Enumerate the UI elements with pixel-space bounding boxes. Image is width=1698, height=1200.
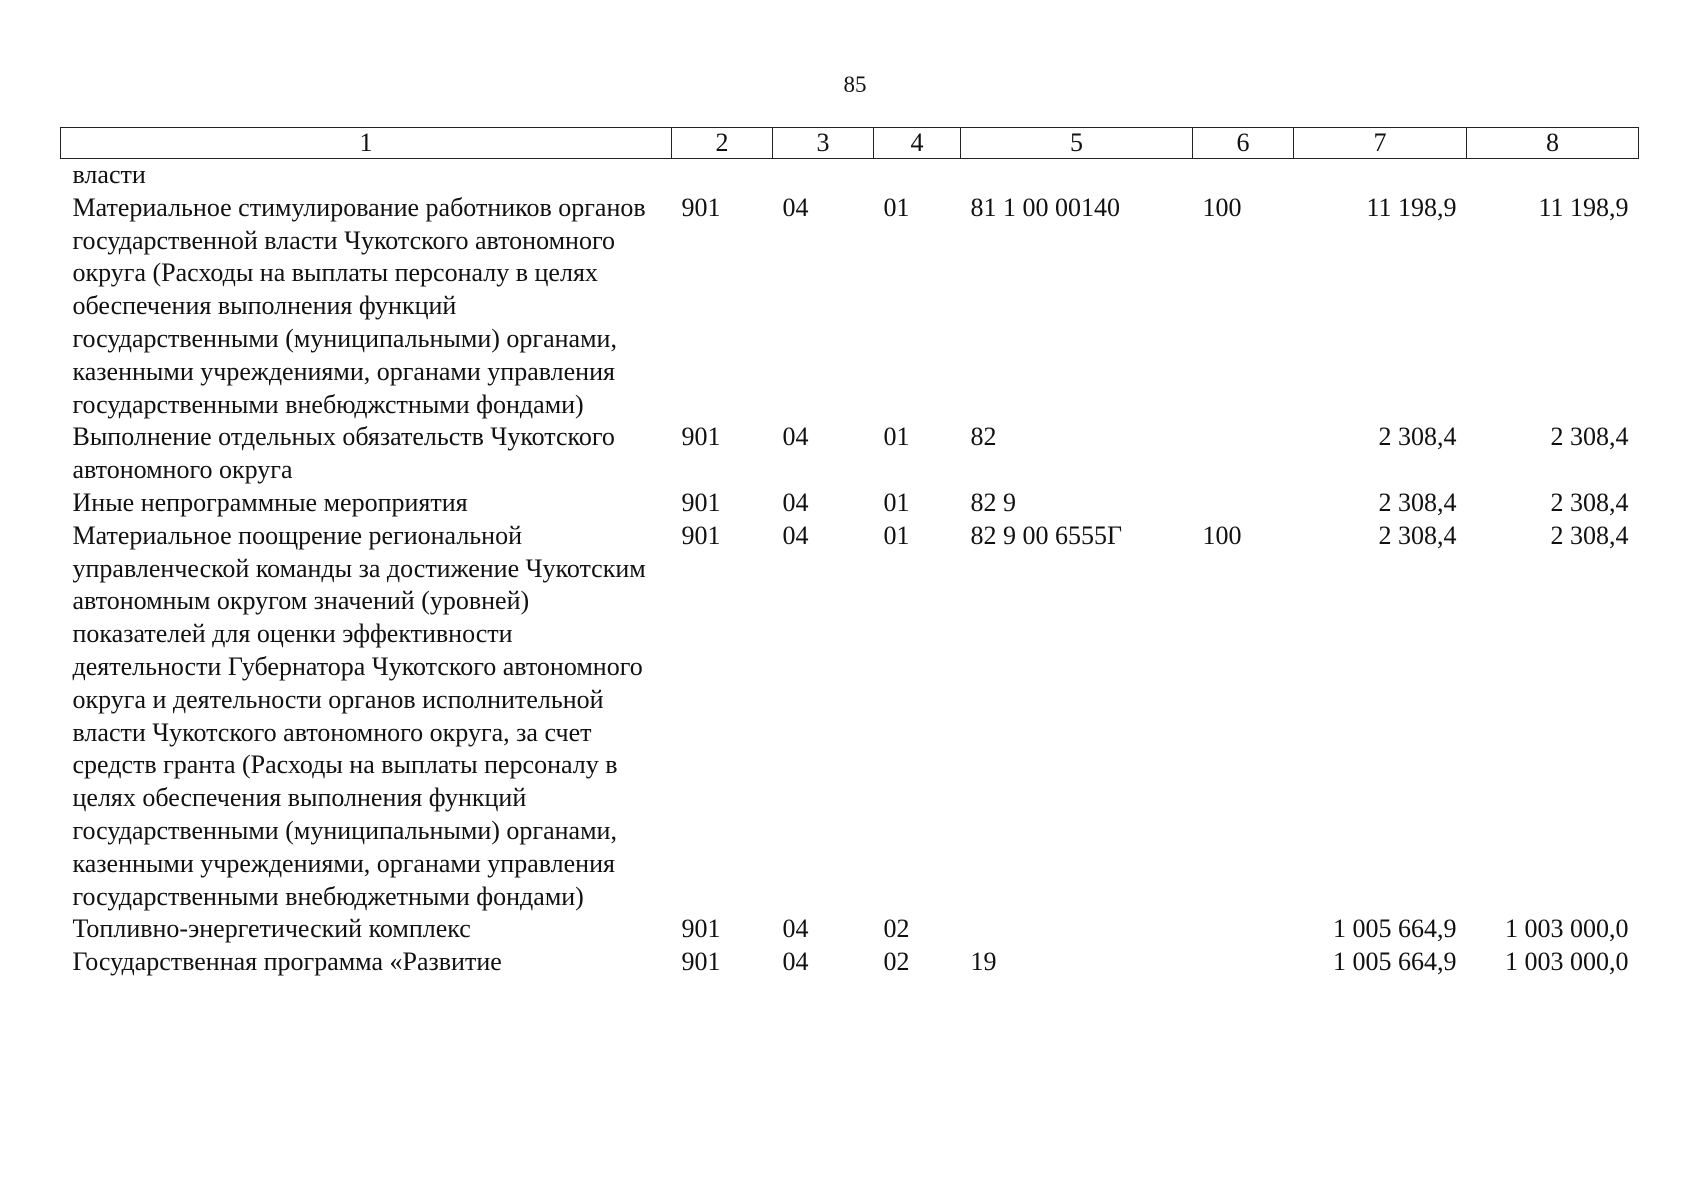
cell-code <box>1193 421 1294 487</box>
cell-code <box>961 159 1193 192</box>
column-header: 1 <box>61 128 672 159</box>
cell-code <box>874 159 961 192</box>
column-header: 8 <box>1467 128 1639 159</box>
cell-code: 19 <box>970 947 997 977</box>
cell-amount: 2 308,4 <box>1378 487 1457 517</box>
cell-name: Государственная программа «Развитие <box>72 947 502 977</box>
cell-code: 100 <box>1202 520 1242 550</box>
cell-name: Материальное стимулирование работников органов государственной власти Чукотского автономного округа (Расходы на выплаты персоналу в целях обеспечения выполнения функций государственными (муниципальными) органами, казенными учреждениями, органами управления государственными внебюджстными фондами) <box>72 192 646 419</box>
cell-code: 82 <box>970 422 997 452</box>
cell-amount: 1 003 000,0 <box>1505 947 1629 977</box>
cell-code: 01 <box>883 192 910 222</box>
page-number: 85 <box>843 72 867 97</box>
cell-code: 81 1 00 00140 <box>970 192 1120 222</box>
cell-code: 01 <box>883 487 910 517</box>
column-header: 3 <box>773 128 874 159</box>
cell-amount: 1 005 664,9 <box>1333 947 1457 977</box>
table-body <box>61 159 1639 979</box>
cell-amount: 1 003 000,0 <box>1505 914 1629 944</box>
cell-code: 04 <box>782 914 809 944</box>
cell-amount: 2 308,4 <box>1550 487 1629 517</box>
cell-code <box>1193 159 1294 192</box>
cell-code: 02 <box>883 914 910 944</box>
table-row <box>61 159 1639 192</box>
cell-amount <box>1467 159 1639 192</box>
cell-code <box>672 159 773 192</box>
table-row <box>61 421 1639 487</box>
cell-name: Иные непрограммные мероприятия <box>72 487 468 517</box>
table-row <box>61 487 1639 520</box>
budget-table <box>60 127 1639 979</box>
cell-amount: 2 308,4 <box>1550 520 1629 550</box>
table-row <box>61 192 1639 422</box>
cell-code: 100 <box>1202 192 1242 222</box>
cell-name: Топливно-энергетический комплекс <box>72 914 471 944</box>
cell-code <box>773 159 874 192</box>
cell-code: 901 <box>681 422 721 452</box>
cell-code: 04 <box>782 487 809 517</box>
cell-code: 04 <box>782 422 809 452</box>
cell-amount: 11 198,9 <box>1538 192 1629 222</box>
cell-amount <box>1294 159 1467 192</box>
column-header: 7 <box>1294 128 1467 159</box>
cell-code: 901 <box>681 192 721 222</box>
cell-amount: 11 198,9 <box>1366 192 1457 222</box>
table-header <box>61 128 1639 159</box>
cell-name: власти <box>72 160 146 189</box>
cell-code: 01 <box>883 422 910 452</box>
cell-code <box>1193 487 1294 520</box>
column-header: 2 <box>672 128 773 159</box>
cell-code: 04 <box>782 192 809 222</box>
column-header: 4 <box>874 128 961 159</box>
cell-code: 82 9 <box>970 487 1016 517</box>
cell-code: 01 <box>883 520 910 550</box>
table-row <box>61 913 1639 946</box>
cell-code: 04 <box>782 520 809 550</box>
cell-code <box>1193 946 1294 979</box>
column-header: 6 <box>1193 128 1294 159</box>
cell-code: 901 <box>681 947 721 977</box>
cell-code <box>1193 913 1294 946</box>
cell-amount: 2 308,4 <box>1550 422 1629 452</box>
cell-code: 901 <box>681 520 721 550</box>
cell-name: Выполнение отдельных обязательств Чукотского автономного округа <box>72 422 615 485</box>
cell-code: 901 <box>681 487 721 517</box>
table-row <box>61 946 1639 979</box>
table-row <box>61 520 1639 914</box>
cell-code <box>961 913 1193 946</box>
header-row <box>61 128 1639 159</box>
cell-code: 82 9 00 6555Г <box>970 520 1123 550</box>
cell-code: 02 <box>883 947 910 977</box>
cell-amount: 1 005 664,9 <box>1333 914 1457 944</box>
cell-code: 901 <box>681 914 721 944</box>
cell-amount: 2 308,4 <box>1378 520 1457 550</box>
cell-amount: 2 308,4 <box>1378 422 1457 452</box>
column-header: 5 <box>961 128 1193 159</box>
cell-code: 04 <box>782 947 809 977</box>
cell-name: Материальное поощрение региональной управленческой команды за достижение Чукотским автономным округом значений (уровней) показателей для оценки эффективности деятельности Губернатора Чукотского автономного округа и деятельности органов исполнительной власти Чукотского автономного округа, за счет средств гранта (Расходы на выплаты персоналу в целях обеспечения выполнения функций государственными (муниципальными) органами, казенными учреждениями, органами управления государственными внебюджетными фондами) <box>72 520 646 911</box>
